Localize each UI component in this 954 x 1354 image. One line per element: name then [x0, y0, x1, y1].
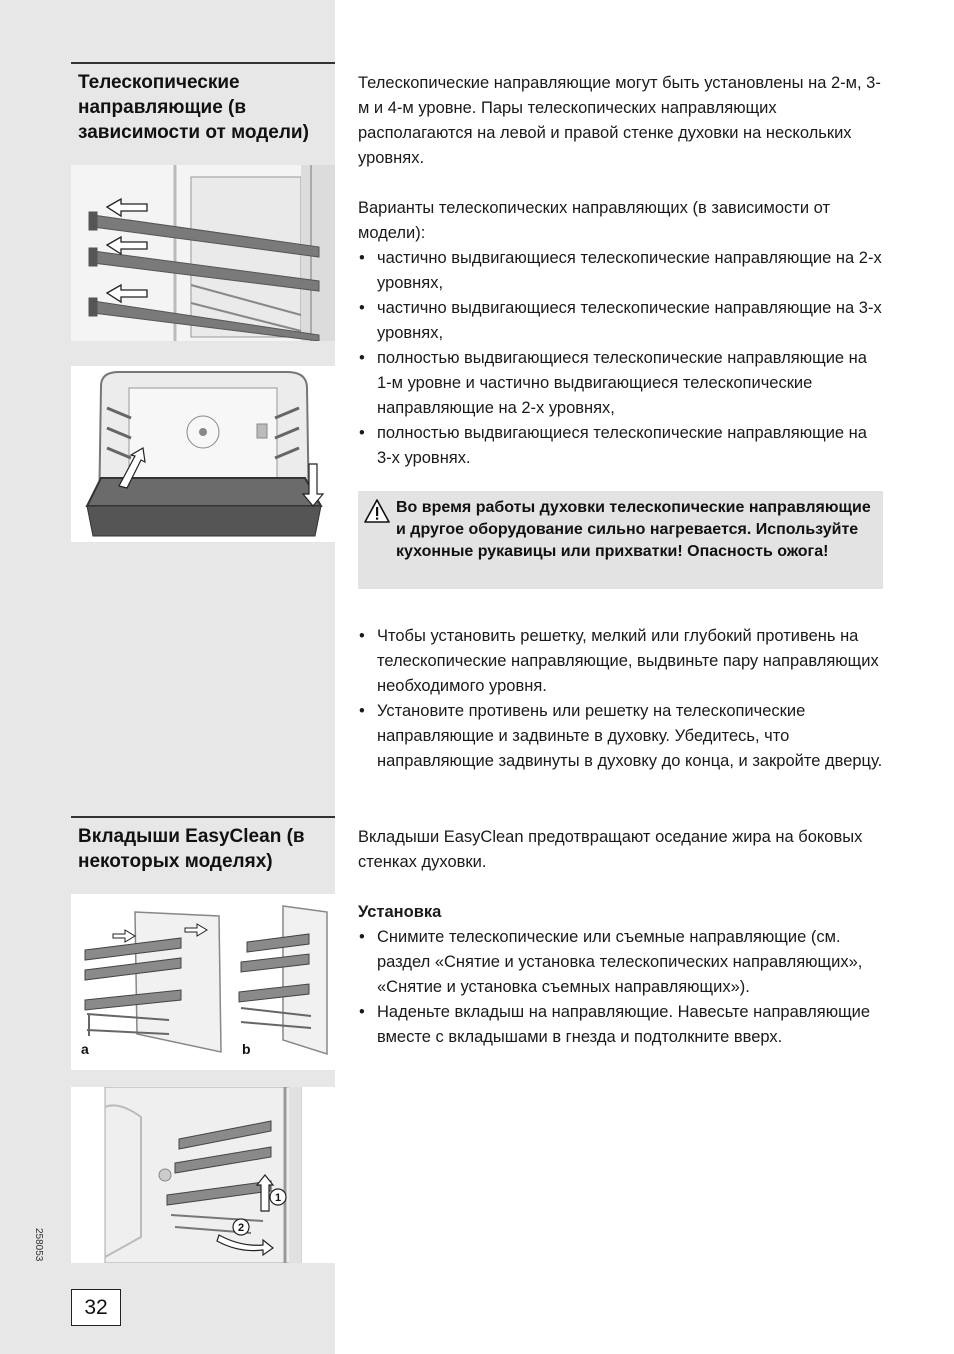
document-code: 258053: [33, 1228, 44, 1262]
warning-text: Во время работы духовки телескопические направляющие и другое оборудование сильно нагревается. Используйте кухонные рукавицы или прихватки! Опасность ожога!: [396, 499, 871, 560]
telescopic-steps: [358, 624, 886, 774]
callout-2: 2: [237, 1222, 245, 1234]
section-heading-easyclean: Вкладыши EasyClean (в некоторых моделях): [78, 826, 305, 872]
callout-1: 1: [274, 1192, 282, 1204]
list-item: • частично выдвигающиеся телескопические направляющие на 2-х уровнях,: [358, 246, 886, 296]
easyclean-body: [358, 825, 886, 1050]
list-item: • полностью выдвигающиеся телескопические направляющие на 3-х уровнях.: [358, 421, 886, 471]
list-item: • частично выдвигающиеся телескопические направляющие на 3-х уровнях,: [358, 296, 886, 346]
figure-easyclean-install: [71, 1087, 335, 1263]
list-item: • Наденьте вкладыш на направляющие. Навесьте направляющие вместе с вкладышами в гнезда и подтолкните вверх.: [358, 1000, 886, 1050]
page-number: 32: [71, 1289, 121, 1326]
list-item: • Установите противень или решетку на телескопические направляющие и задвиньте в духовку. Убедитесь, что направляющие задвинуты в духовку до конца, и закройте дверцу.: [358, 699, 886, 774]
list-item: • Снимите телескопические или съемные направляющие (см. раздел «Снятие и установка телескопических направляющих», «Снятие и установка съемных направляющих»).: [358, 925, 886, 1000]
warning-triangle-icon: [363, 498, 391, 524]
telescopic-intro: Телескопические направляющие могут быть установлены на 2-м, 3-м и 4-м уровне. Пары телескопических направляющих располагаются на левой и правой стенке духовки на нескольких уровнях.: [358, 74, 881, 167]
telescopic-body: [358, 71, 886, 471]
figure-easyclean-ab: [71, 894, 335, 1070]
easyclean-intro: Вкладыши EasyClean предотвращают оседание жира на боковых стенках духовки.: [358, 828, 863, 871]
list-item: • полностью выдвигающиеся телескопические направляющие на 1-м уровне и частично выдвигающиеся телескопические направляющие на 2-х уровнях,: [358, 346, 886, 421]
figure-label-b: b: [242, 1041, 251, 1057]
figure-oven-tray: [71, 366, 335, 542]
figure-label-a: a: [81, 1041, 89, 1057]
variants-list: [358, 246, 886, 471]
variants-intro: Варианты телескопических направляющих (в зависимости от модели):: [358, 199, 831, 242]
section-heading-telescopic: Телескопические направляющие (в зависимости от модели): [78, 72, 309, 143]
install-steps: [358, 925, 886, 1050]
install-heading: Установка: [358, 903, 442, 921]
warning-box: [358, 491, 883, 589]
figure-telescopic-rails: [71, 165, 335, 341]
section-rule-2: [71, 816, 335, 818]
list-item: • Чтобы установить решетку, мелкий или глубокий противень на телескопические направляющие, выдвиньте пару направляющих необходимого уровня.: [358, 624, 886, 699]
section-rule-1: [71, 62, 335, 64]
